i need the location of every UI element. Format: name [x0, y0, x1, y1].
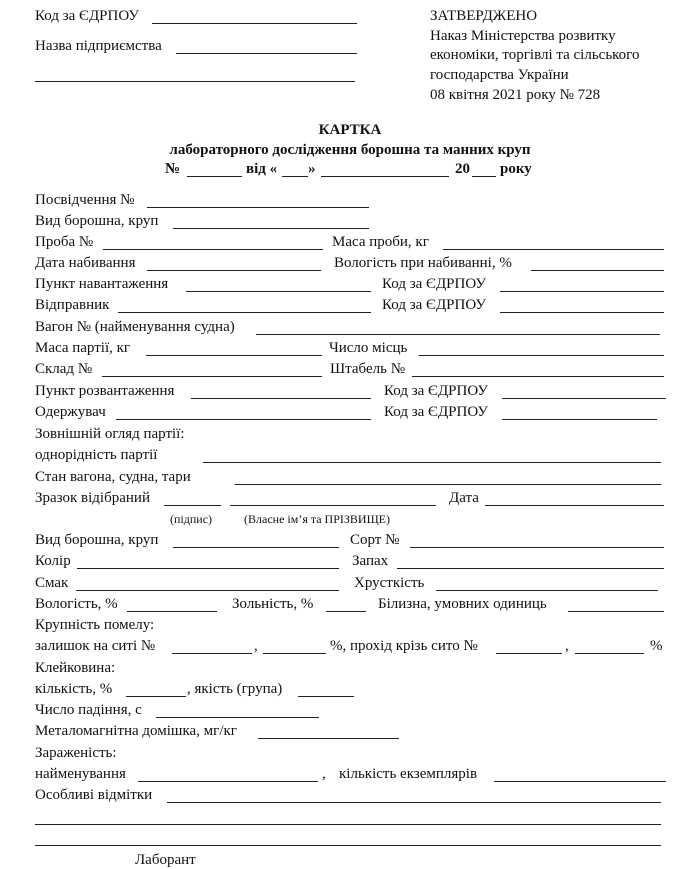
- flour-type-2-label: Вид борошна, круп: [35, 532, 159, 548]
- fill-moisture-label: Вологість при набиванні, %: [334, 255, 512, 271]
- taste-label: Смак: [35, 575, 69, 591]
- unloading-edrpou-label: Код за ЄДРПОУ: [384, 383, 488, 399]
- title-from: від «: [246, 161, 278, 177]
- fill-date-label: Дата набивання: [35, 255, 136, 271]
- remarks-line-2[interactable]: [35, 824, 661, 825]
- date-line[interactable]: [485, 505, 664, 506]
- gluten-quantity-label: кількість, %: [35, 681, 113, 697]
- fill-moisture-line[interactable]: [531, 270, 664, 271]
- loading-point-label: Пункт навантаження: [35, 276, 169, 292]
- edrpou-line[interactable]: [152, 23, 357, 24]
- certificate-line[interactable]: [147, 207, 369, 208]
- metal-line[interactable]: [258, 738, 399, 739]
- moisture-line[interactable]: [127, 611, 217, 612]
- sender-edrpou-line[interactable]: [500, 312, 664, 313]
- signature-line[interactable]: [164, 505, 221, 506]
- pass-label: %, прохід крізь сито №: [330, 638, 478, 654]
- whiteness-label: Білизна, умовних одиниць: [378, 596, 547, 612]
- unloading-edrpou-line[interactable]: [502, 398, 666, 399]
- edrpou-label: Код за ЄДРПОУ: [35, 8, 139, 24]
- sample-mass-line[interactable]: [443, 249, 664, 250]
- warehouse-label: Склад №: [35, 361, 93, 377]
- gluten-quality-line[interactable]: [298, 696, 354, 697]
- approval-line-5: 08 квітня 2021 року № 728: [430, 87, 601, 103]
- stack-label: Штабель №: [330, 361, 406, 377]
- sample-mass-label: Маса проби, кг: [332, 234, 429, 250]
- ash-line[interactable]: [326, 611, 366, 612]
- pass-percent-sign: %: [650, 638, 663, 654]
- remarks-label: Особливі відмітки: [35, 787, 153, 803]
- places-line[interactable]: [419, 355, 664, 356]
- grade-label: Сорт №: [350, 532, 400, 548]
- sample-no-line[interactable]: [103, 249, 323, 250]
- approval-line-4: господарства України: [430, 67, 569, 83]
- metal-label: Металомагнітна домішка, мг/кг: [35, 723, 237, 739]
- card-title: КАРТКА: [318, 122, 382, 138]
- pest-name-line[interactable]: [138, 781, 318, 782]
- crunch-line[interactable]: [436, 590, 658, 591]
- ash-label: Зольність, %: [232, 596, 314, 612]
- pass-sieve-line[interactable]: [496, 653, 562, 654]
- grinding-label: Крупність помелу:: [35, 617, 155, 633]
- crunch-label: Хрусткість: [354, 575, 425, 591]
- signature-hint: (підпис): [170, 512, 213, 526]
- homogeneity-label: однорідність партії: [35, 447, 158, 463]
- name-hint: (Власне ім’я та ПРІЗВИЩЕ): [244, 512, 390, 526]
- card-subtitle: лабораторного дослідження борошна та манних круп: [169, 142, 531, 158]
- loading-edrpou-line[interactable]: [500, 291, 664, 292]
- stack-line[interactable]: [412, 376, 664, 377]
- approval-line-2: Наказ Міністерства розвитку: [430, 28, 616, 44]
- homogeneity-line[interactable]: [203, 462, 661, 463]
- flour-type-line[interactable]: [173, 228, 369, 229]
- places-label: Число місць: [329, 340, 408, 356]
- infestation-label: Зараженість:: [35, 745, 117, 761]
- enterprise-line-2[interactable]: [35, 81, 355, 82]
- unloading-point-line[interactable]: [191, 398, 371, 399]
- residue-sieve-line[interactable]: [172, 653, 252, 654]
- batch-mass-line[interactable]: [146, 355, 322, 356]
- certificate-label: Посвідчення №: [35, 192, 135, 208]
- title-day-line[interactable]: [282, 176, 308, 177]
- approval-line-1: ЗАТВЕРДЖЕНО: [430, 8, 538, 24]
- grade-line[interactable]: [410, 547, 664, 548]
- residue-label: залишок на ситі №: [35, 638, 156, 654]
- batch-mass-label: Маса партії, кг: [35, 340, 131, 356]
- unloading-point-label: Пункт розвантаження: [35, 383, 175, 399]
- pest-comma: ,: [322, 766, 326, 782]
- approval-line-3: економіки, торгівлі та сільського: [430, 47, 640, 63]
- loading-point-line[interactable]: [186, 291, 371, 292]
- name-line[interactable]: [230, 505, 436, 506]
- receiver-edrpou-line[interactable]: [502, 419, 657, 420]
- external-inspection-label: Зовнішній огляд партії:: [35, 426, 185, 442]
- pass-percent-line[interactable]: [575, 653, 644, 654]
- sender-edrpou-label: Код за ЄДРПОУ: [382, 297, 486, 313]
- falling-number-label: Число падіння, с: [35, 702, 142, 718]
- residue-percent-line[interactable]: [263, 653, 326, 654]
- lab-assistant-label: Лаборант: [135, 852, 196, 868]
- enterprise-line[interactable]: [176, 53, 357, 54]
- receiver-label: Одержувач: [35, 404, 106, 420]
- condition-label: Стан вагона, судна, тари: [35, 469, 191, 485]
- pest-count-label: кількість екземплярів: [339, 766, 478, 782]
- sender-label: Відправник: [35, 297, 110, 313]
- color-label: Колір: [35, 553, 71, 569]
- title-num: №: [165, 161, 181, 177]
- flour-type-2-line[interactable]: [173, 547, 339, 548]
- residue-comma: ,: [254, 638, 258, 654]
- loading-edrpou-label: Код за ЄДРПОУ: [382, 276, 486, 292]
- title-year-suffix: року: [500, 161, 532, 177]
- smell-label: Запах: [352, 553, 389, 569]
- falling-number-line[interactable]: [156, 717, 319, 718]
- title-year-line[interactable]: [472, 176, 496, 177]
- smell-line[interactable]: [397, 568, 664, 569]
- color-line[interactable]: [77, 568, 339, 569]
- sample-no-label: Проба №: [35, 234, 94, 250]
- wagon-label: Вагон № (найменування судна): [35, 319, 235, 335]
- title-from-close: »: [308, 161, 316, 177]
- title-year-prefix: 20: [455, 161, 470, 177]
- pest-count-line[interactable]: [494, 781, 666, 782]
- taste-line[interactable]: [76, 590, 339, 591]
- gluten-quantity-line[interactable]: [126, 696, 186, 697]
- enterprise-label: Назва підприємства: [35, 38, 162, 54]
- flour-type-label: Вид борошна, круп: [35, 213, 159, 229]
- wagon-line[interactable]: [256, 334, 660, 335]
- remarks-line-3[interactable]: [35, 845, 661, 846]
- gluten-label: Клейковина:: [35, 660, 116, 676]
- receiver-line[interactable]: [116, 419, 371, 420]
- remarks-line[interactable]: [167, 802, 661, 803]
- moisture-label: Вологість, %: [35, 596, 118, 612]
- warehouse-line[interactable]: [102, 376, 322, 377]
- gluten-quality-label: , якість (група): [187, 681, 283, 697]
- whiteness-line[interactable]: [568, 611, 664, 612]
- pass-comma: ,: [565, 638, 569, 654]
- title-month-line[interactable]: [321, 176, 449, 177]
- sender-line[interactable]: [118, 312, 371, 313]
- condition-line[interactable]: [235, 484, 661, 485]
- receiver-edrpou-label: Код за ЄДРПОУ: [384, 404, 488, 420]
- fill-date-line[interactable]: [147, 270, 321, 271]
- pest-name-label: найменування: [35, 766, 126, 782]
- sample-taken-label: Зразок відібраний: [35, 490, 150, 506]
- date-label: Дата: [449, 490, 479, 506]
- title-num-line[interactable]: [187, 176, 242, 177]
